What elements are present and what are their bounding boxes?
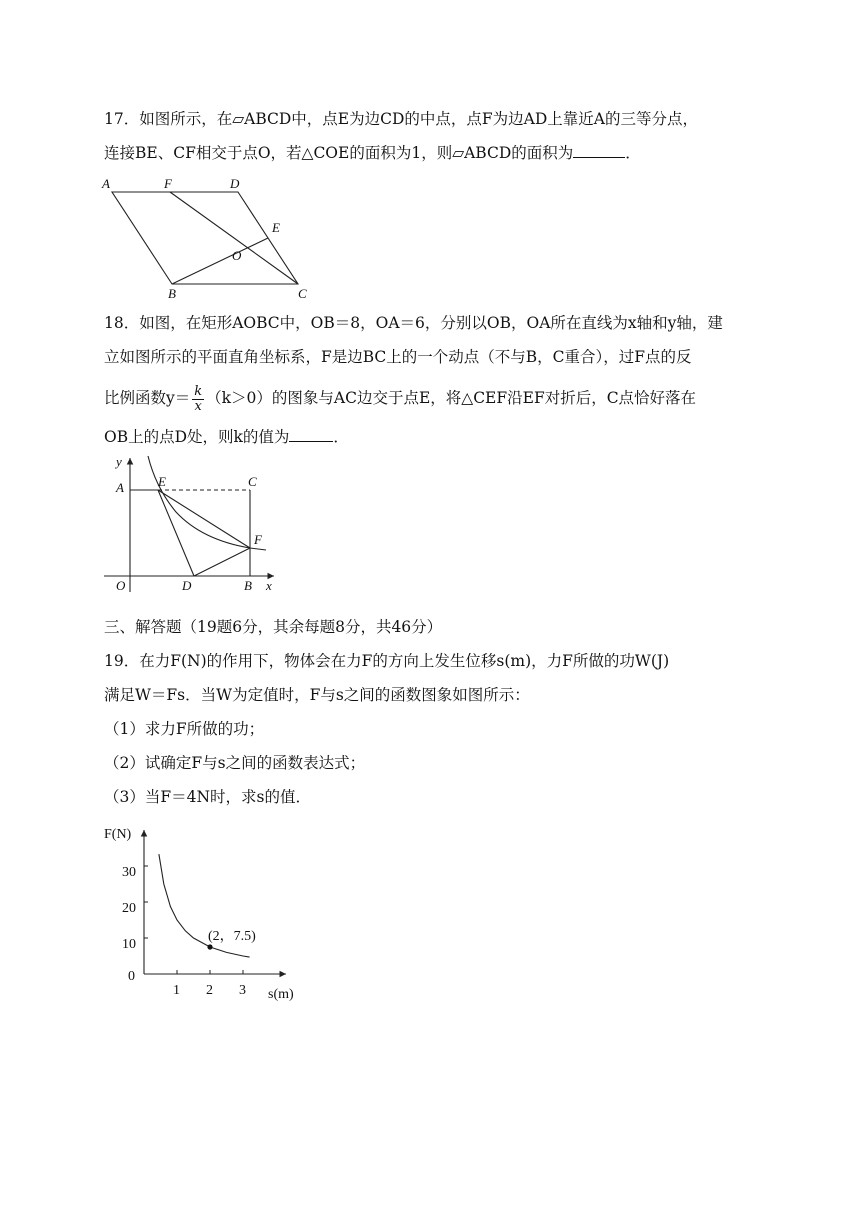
segment-be (172, 238, 268, 284)
label-y: y (116, 454, 122, 469)
label-o: O (116, 578, 126, 593)
q18-line4 (104, 426, 780, 448)
q17-answer-blank (573, 143, 625, 158)
graph-highlight-point (207, 944, 212, 949)
q18-line3 (104, 380, 780, 416)
hyperbola-curve (148, 456, 266, 550)
graph-point-label: (2，7.5) (208, 929, 256, 944)
label-a: A (102, 176, 110, 191)
q17-line2-end: ． (625, 144, 641, 162)
q17-line2 (104, 142, 780, 164)
q17-line1: 17．如图所示，在▱ABCD中，点E为边CD的中点，点F为边AD上靠近A的三等分点， (104, 110, 698, 128)
graph-x-label: s(m) (268, 987, 294, 1002)
q19-part2: （2）试确定F与s之间的函数表达式； (104, 754, 366, 772)
label-c: C (298, 286, 307, 301)
fraction-numerator: k (194, 383, 203, 399)
section3-title: 三、解答题（19题6分，其余每题8分，共46分） (104, 618, 443, 636)
q18-line1: 18．如图，在矩形AOBC中，OB＝8，OA＝6，分别以OB，OA所在直线为x轴和y轴，建 (104, 314, 723, 332)
label-f: F (254, 532, 262, 547)
label-e: E (158, 474, 166, 489)
q18-coordinate-figure (100, 452, 290, 594)
segment-ed (158, 490, 194, 576)
q18-line3-pre: 比例函数y＝ (104, 389, 191, 407)
graph-x-tick-2: 2 (206, 983, 213, 998)
q17-parallelogram-figure (98, 172, 328, 304)
label-a: A (116, 480, 124, 495)
q19-line2: 满足W＝Fs．当W为定值时，F与s之间的函数图象如图所示： (104, 686, 530, 704)
label-d: D (182, 578, 192, 593)
segment-ef (158, 490, 250, 548)
graph-y-tick-30: 30 (122, 865, 136, 880)
q18-line3-post: （k＞0）的图象与AC边交于点E，将△CEF沿EF对折后，C点恰好落在 (206, 389, 697, 407)
parallelogram-abcd (112, 192, 298, 284)
fraction-denominator: x (194, 398, 202, 414)
graph-x-tick-3: 3 (239, 983, 246, 998)
label-b: B (244, 578, 252, 593)
q18-line2: 立如图所示的平面直角坐标系，F是边BC上的一个动点（不与B，C重合），过F点的反 (104, 348, 692, 366)
graph-y-label: F(N) (104, 827, 132, 842)
fraction-k-over-x (192, 385, 204, 414)
q18-answer-blank (289, 427, 333, 442)
label-c: C (248, 474, 257, 489)
label-o: O (232, 248, 242, 263)
graph-y-tick-0: 0 (128, 969, 135, 984)
graph-x-tick-1: 1 (173, 983, 180, 998)
q17-line2-text: 连接BE、CF相交于点O，若△COE的面积为1，则▱ABCD的面积为 (104, 144, 574, 162)
q19-line1: 19．在力F(N)的作用下，物体会在力F的方向上发生位移s(m)，力F所做的功W(J) (104, 652, 670, 670)
label-e: E (272, 220, 280, 235)
label-b: B (168, 286, 176, 301)
q18-line4-text: OB上的点D处，则k的值为 (104, 428, 290, 446)
label-f: F (164, 176, 172, 191)
graph-y-tick-10: 10 (122, 937, 136, 952)
graph-y-tick-20: 20 (122, 901, 136, 916)
q19-part3: （3）当F＝4N时，求s的值． (104, 788, 311, 806)
q18-line4-end: ． (333, 428, 349, 446)
segment-df (194, 548, 250, 576)
label-d: D (230, 176, 240, 191)
segment-fc (170, 192, 298, 284)
q19-part1: （1）求力F所做的功； (104, 720, 265, 738)
label-x: x (266, 578, 272, 593)
q19-function-graph (100, 822, 320, 1008)
